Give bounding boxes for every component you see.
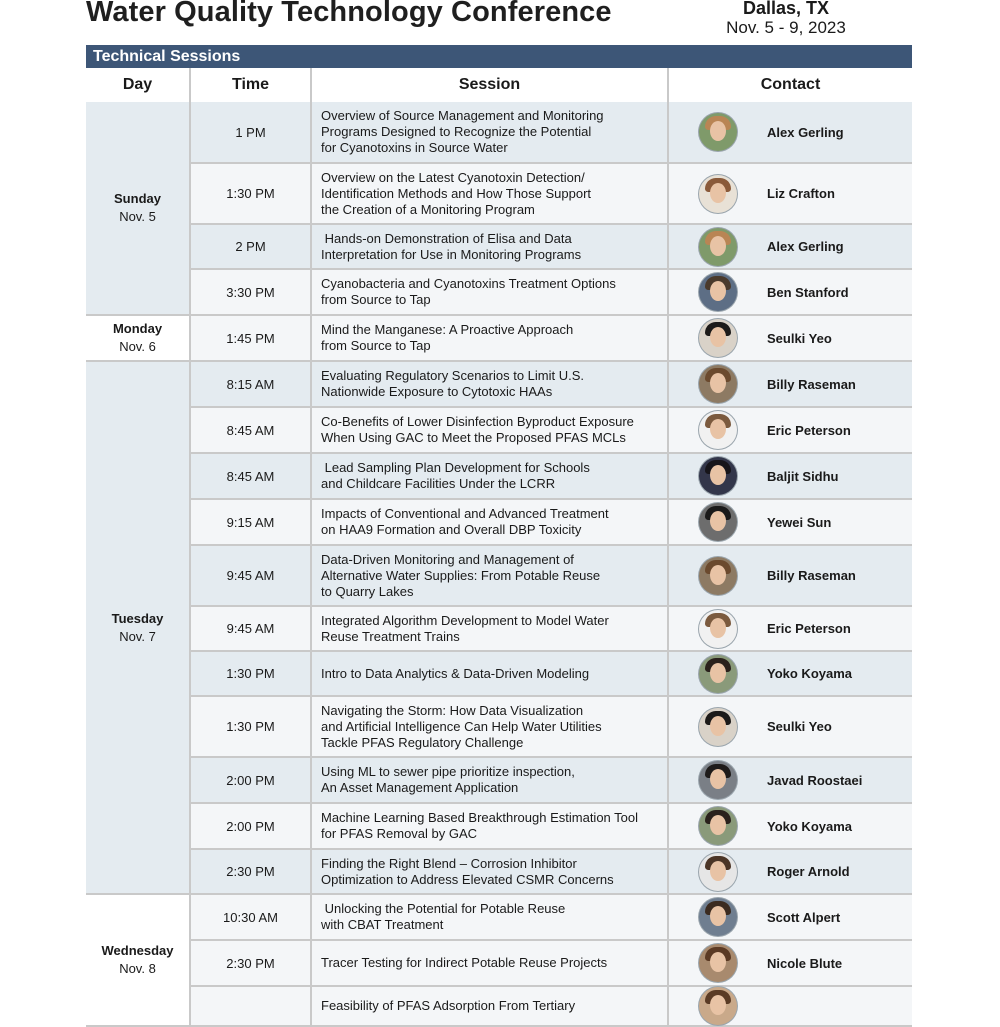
- time-cell: 1:30 PM: [190, 651, 311, 696]
- session-title-line: Identification Methods and How Those Support: [321, 185, 592, 201]
- session-title-line: for Cyanotoxins in Source Water: [321, 140, 508, 155]
- avatar: [699, 273, 737, 311]
- avatar-face: [710, 769, 726, 789]
- time-cell: 1:30 PM: [190, 696, 311, 757]
- day-name: Sunday: [114, 191, 161, 206]
- contact-name: Alex Gerling: [767, 124, 844, 140]
- session-title-line: An Asset Management Application: [321, 780, 519, 795]
- contact-cell: [668, 163, 912, 224]
- contact-name: Seulki Yeo: [767, 719, 832, 734]
- column-header-session: Session: [311, 68, 668, 102]
- session-title-line: Using ML to sewer pipe prioritize inspection,: [321, 764, 575, 779]
- session-title-line: Evaluating Regulatory Scenarios to Limit U.S.: [321, 368, 585, 383]
- contact-cell: [668, 894, 912, 940]
- session-title-line: from Source to Tap: [321, 338, 431, 353]
- time-cell: 8:15 AM: [190, 361, 311, 407]
- time-cell: [190, 986, 311, 1026]
- avatar-face: [710, 511, 726, 531]
- contact-cell: [668, 499, 912, 545]
- session-cell: [311, 940, 668, 986]
- avatar: [699, 944, 737, 982]
- table-row: [86, 315, 912, 361]
- avatar-face: [710, 663, 726, 683]
- contact-cell: [668, 696, 912, 757]
- contact-name: Javad Roostaei: [767, 772, 863, 788]
- session-title-line: Impacts of Conventional and Advanced Treatment: [321, 506, 609, 521]
- session-title-line: Machine Learning Based Breakthrough Estimation Tool: [321, 810, 639, 825]
- session-title-line: Tracer Testing for Indirect Potable Reuse Projects: [321, 955, 608, 970]
- conference-title: Water Quality Technology Conference: [86, 0, 612, 28]
- contact-name: Nicole Blute: [767, 955, 843, 971]
- avatar-face: [710, 618, 726, 638]
- contact-cell: [668, 545, 912, 606]
- time-cell: 1:45 PM: [190, 315, 311, 361]
- table-row: [86, 407, 912, 453]
- avatar: [699, 175, 737, 213]
- avatar-face: [710, 861, 726, 881]
- avatar-face: [710, 183, 726, 203]
- session-title-line: Tackle PFAS Regulatory Challenge: [321, 734, 524, 750]
- location-city: Dallas, TX: [742, 0, 830, 18]
- avatar: [699, 807, 737, 845]
- day-date: Nov. 6: [119, 339, 156, 354]
- session-cell: [311, 986, 668, 1026]
- contact-cell: [668, 849, 912, 894]
- contact-cell: [668, 269, 912, 315]
- session-title-line: Co-Benefits of Lower Disinfection Byproduct Exposure: [321, 414, 634, 429]
- time-cell: 2:00 PM: [190, 757, 311, 803]
- session-cell: [311, 163, 668, 224]
- session-cell: [311, 606, 668, 651]
- day-date: Nov. 5: [119, 209, 156, 224]
- session-title-line: When Using GAC to Meet the Proposed PFAS MCLs: [321, 430, 626, 445]
- session-title-line: Overview on the Latest Cyanotoxin Detection/: [321, 169, 585, 185]
- session-title-line: Finding the Right Blend – Corrosion Inhibitor: [321, 855, 577, 871]
- session-cell: [311, 499, 668, 545]
- contact-name: Liz Crafton: [767, 186, 835, 201]
- contact-cell: [668, 102, 912, 163]
- table-row: [86, 894, 912, 940]
- time-cell: 2 PM: [190, 224, 311, 269]
- table-row: [86, 269, 912, 315]
- table-row: [86, 696, 912, 757]
- avatar-face: [710, 995, 726, 1015]
- contact-name: Billy Raseman: [767, 376, 856, 392]
- contact-cell: [668, 224, 912, 269]
- session-title-line: on HAA9 Formation and Overall DBP Toxicity: [321, 522, 582, 537]
- session-title-line: Unlocking the Potential for Potable Reuse: [321, 901, 566, 916]
- session-title-line: Intro to Data Analytics & Data-Driven Modeling: [321, 665, 590, 681]
- contact-cell: [668, 361, 912, 407]
- table-row: [86, 849, 912, 894]
- day-name: Monday: [112, 321, 163, 336]
- time-cell: 2:30 PM: [190, 849, 311, 894]
- contact-name: Eric Peterson: [767, 621, 851, 636]
- time-cell: 2:00 PM: [190, 803, 311, 849]
- session-title-line: Nationwide Exposure to Cytotoxic HAAs: [321, 384, 553, 399]
- time-cell: 8:45 AM: [190, 453, 311, 499]
- table-row: [86, 757, 912, 803]
- session-cell: [311, 315, 668, 361]
- avatar-face: [710, 815, 726, 835]
- avatar: [699, 365, 737, 403]
- session-title-line: with CBAT Treatment: [321, 917, 444, 932]
- contact-cell: [668, 986, 912, 1026]
- table-row: [86, 224, 912, 269]
- session-cell: [311, 651, 668, 696]
- location-block: [712, 0, 860, 37]
- avatar-face: [710, 465, 726, 485]
- avatar-face: [710, 281, 726, 301]
- session-title-line: and Artificial Intelligence Can Help Water Utilities: [321, 718, 602, 734]
- avatar-face: [710, 373, 726, 393]
- session-cell: [311, 894, 668, 940]
- contact-name: Ben Stanford: [767, 284, 849, 300]
- contact-cell: [668, 757, 912, 803]
- avatar: [699, 319, 737, 357]
- contact-name: Yewei Sun: [767, 514, 832, 530]
- session-title-line: Programs Designed to Recognize the Potential: [321, 124, 592, 139]
- avatar: [699, 761, 737, 799]
- session-cell: [311, 269, 668, 315]
- session-title-line: Feasibility of PFAS Adsorption From Tertiary: [321, 998, 576, 1013]
- avatar-face: [710, 419, 726, 439]
- avatar: [699, 655, 737, 693]
- day-date: Nov. 7: [119, 628, 156, 644]
- session-cell: [311, 453, 668, 499]
- avatar-face: [710, 327, 726, 347]
- contact-name: Seulki Yeo: [767, 330, 832, 346]
- avatar: [699, 457, 737, 495]
- time-cell: 9:45 AM: [190, 545, 311, 606]
- session-title-line: Interpretation for Use in Monitoring Programs: [321, 246, 582, 262]
- day-cell: [86, 102, 190, 315]
- section-band: Technical Sessions: [86, 45, 912, 68]
- column-header-time: Time: [190, 68, 311, 102]
- contact-cell: [668, 453, 912, 499]
- session-title-line: Hands-on Demonstration of Elisa and Data: [321, 230, 572, 246]
- day-date: Nov. 8: [119, 961, 156, 976]
- contact-cell: [668, 407, 912, 453]
- session-title-line: Alternative Water Supplies: From Potable Reuse: [321, 567, 601, 583]
- time-cell: 1:30 PM: [190, 163, 311, 224]
- avatar-face: [710, 906, 726, 926]
- contact-cell: [668, 315, 912, 361]
- contact-name: Eric Peterson: [767, 422, 851, 438]
- session-title-line: Integrated Algorithm Development to Model Water: [321, 612, 609, 628]
- session-title-line: from Source to Tap: [321, 292, 431, 307]
- session-cell: [311, 407, 668, 453]
- session-title-line: the Creation of a Monitoring Program: [321, 201, 535, 217]
- contact-name: Yoko Koyama: [767, 666, 853, 681]
- contact-name: Roger Arnold: [767, 864, 850, 879]
- contact-cell: [668, 606, 912, 651]
- avatar-face: [710, 236, 726, 256]
- avatar: [699, 113, 737, 151]
- session-title-line: Data-Driven Monitoring and Management of: [321, 551, 574, 567]
- table-row: [86, 606, 912, 651]
- avatar-face: [710, 716, 726, 736]
- contact-name: Billy Raseman: [767, 568, 856, 583]
- table-row: [86, 102, 912, 163]
- table-row: [86, 803, 912, 849]
- contact-name: Scott Alpert: [767, 909, 841, 925]
- time-cell: 10:30 AM: [190, 894, 311, 940]
- day-cell: [86, 315, 190, 361]
- avatar: [699, 228, 737, 266]
- session-cell: [311, 545, 668, 606]
- avatar: [699, 987, 737, 1025]
- contact-cell: [668, 803, 912, 849]
- table-row: [86, 361, 912, 407]
- contact-name: Yoko Koyama: [767, 818, 853, 834]
- contact-name: Baljit Sidhu: [767, 468, 839, 484]
- session-cell: [311, 803, 668, 849]
- session-title-line: Cyanobacteria and Cyanotoxins Treatment Options: [321, 276, 616, 291]
- column-header-contact: Contact: [668, 68, 912, 102]
- avatar: [699, 898, 737, 936]
- session-cell: [311, 361, 668, 407]
- table-row: [86, 940, 912, 986]
- column-header-day: Day: [86, 68, 190, 102]
- session-title-line: Reuse Treatment Trains: [321, 628, 460, 644]
- table-header-row: [86, 68, 912, 102]
- session-cell: [311, 757, 668, 803]
- time-cell: 3:30 PM: [190, 269, 311, 315]
- avatar-face: [710, 952, 726, 972]
- avatar-face: [710, 121, 726, 141]
- session-title-line: to Quarry Lakes: [321, 583, 414, 599]
- session-title-line: Mind the Manganese: A Proactive Approach: [321, 322, 574, 337]
- avatar: [699, 503, 737, 541]
- avatar: [699, 853, 737, 891]
- session-cell: [311, 102, 668, 163]
- sessions-table: [86, 68, 912, 1027]
- contact-name: Alex Gerling: [767, 239, 844, 254]
- time-cell: 1 PM: [190, 102, 311, 163]
- session-title-line: Lead Sampling Plan Development for Schools: [321, 460, 590, 475]
- time-cell: 9:15 AM: [190, 499, 311, 545]
- session-cell: [311, 849, 668, 894]
- time-cell: 2:30 PM: [190, 940, 311, 986]
- contact-cell: [668, 651, 912, 696]
- session-title-line: Navigating the Storm: How Data Visualization: [321, 702, 584, 718]
- session-cell: [311, 696, 668, 757]
- table-row: [86, 986, 912, 1026]
- avatar: [699, 708, 737, 746]
- session-title-line: for PFAS Removal by GAC: [321, 826, 478, 841]
- session-cell: [311, 224, 668, 269]
- time-cell: 9:45 AM: [190, 606, 311, 651]
- time-cell: 8:45 AM: [190, 407, 311, 453]
- avatar: [699, 610, 737, 648]
- location-dates: Nov. 5 - 9, 2023: [726, 18, 846, 37]
- table-row: [86, 453, 912, 499]
- session-title-line: Overview of Source Management and Monitoring: [321, 108, 604, 123]
- session-title-line: Optimization to Address Elevated CSMR Concerns: [321, 871, 614, 887]
- table-row: [86, 499, 912, 545]
- avatar: [699, 557, 737, 595]
- avatar: [699, 411, 737, 449]
- avatar-face: [710, 565, 726, 585]
- table-row: [86, 163, 912, 224]
- day-cell: [86, 361, 190, 894]
- day-name: Tuesday: [111, 610, 164, 626]
- day-cell: [86, 894, 190, 1026]
- table-row: [86, 651, 912, 696]
- contact-cell: [668, 940, 912, 986]
- table-row: [86, 545, 912, 606]
- session-title-line: and Childcare Facilities Under the LCRR: [321, 476, 556, 491]
- day-name: Wednesday: [101, 943, 174, 958]
